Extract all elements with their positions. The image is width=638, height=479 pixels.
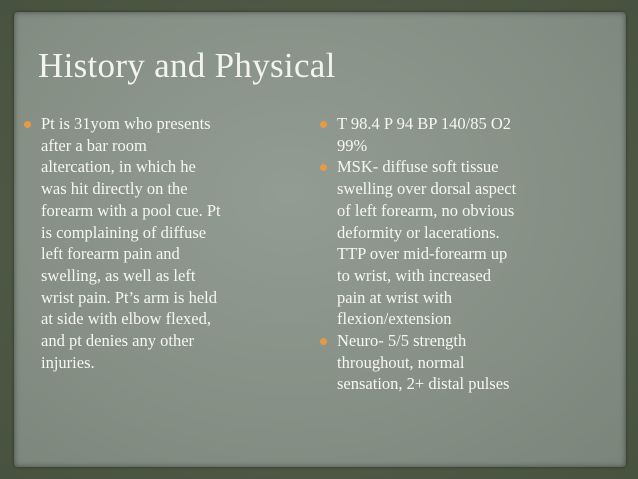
bullet-text-line: after a bar room (41, 135, 147, 155)
bullet-text-line: and pt denies any other (41, 331, 195, 351)
bullet-text-line: injuries. (41, 352, 95, 372)
bullet-item (320, 156, 620, 330)
bullet-text-line: pain at wrist with (337, 287, 453, 307)
bullet-text-line: at side with elbow flexed, (41, 309, 211, 329)
bullet-text-line: wrist pain. Pt’s arm is held (41, 287, 217, 307)
bullet-text-line: throughout, normal (337, 352, 465, 372)
bullet-icon (24, 121, 31, 128)
bullet-item (320, 113, 620, 156)
bullet-icon (320, 121, 327, 128)
left-column (24, 113, 314, 373)
bullet-text-line: is complaining of diffuse (41, 222, 207, 242)
bullet-text-line: 99% (337, 135, 368, 155)
bullet-text-line: of left forearm, no obvious (337, 200, 515, 220)
bullet-text-line: Pt is 31yom who presents (41, 114, 211, 133)
bullet-text-line: MSK- diffuse soft tissue (337, 157, 499, 177)
bullet-icon (320, 338, 327, 345)
bullet-text-line: was hit directly on the (41, 179, 188, 199)
bullet-text-line: Neuro- 5/5 strength (337, 331, 467, 351)
bullet-text-line: altercation, in which he (41, 157, 196, 177)
bullet-item (24, 113, 314, 373)
bullet-text-line: forearm with a pool cue. Pt (41, 200, 221, 220)
bullet-text-line: sensation, 2+ distal pulses (337, 374, 510, 394)
bullet-item (320, 330, 620, 395)
bullet-text-line: deformity or lacerations. (337, 222, 500, 242)
bullet-text-line: swelling over dorsal aspect (337, 179, 517, 199)
slide-title: History and Physical (38, 46, 336, 85)
bullet-text-line: swelling, as well as left (41, 265, 196, 285)
bullet-icon (320, 164, 327, 171)
bullet-text-line: T 98.4 P 94 BP 140/85 O2 (337, 114, 512, 133)
bullet-text-line: TTP over mid-forearm up (337, 244, 508, 264)
bullet-text-line: to wrist, with increased (337, 265, 491, 285)
bullet-text-line: left forearm pain and (41, 244, 180, 264)
bullet-text-line: flexion/extension (337, 309, 452, 329)
right-column (320, 113, 620, 395)
